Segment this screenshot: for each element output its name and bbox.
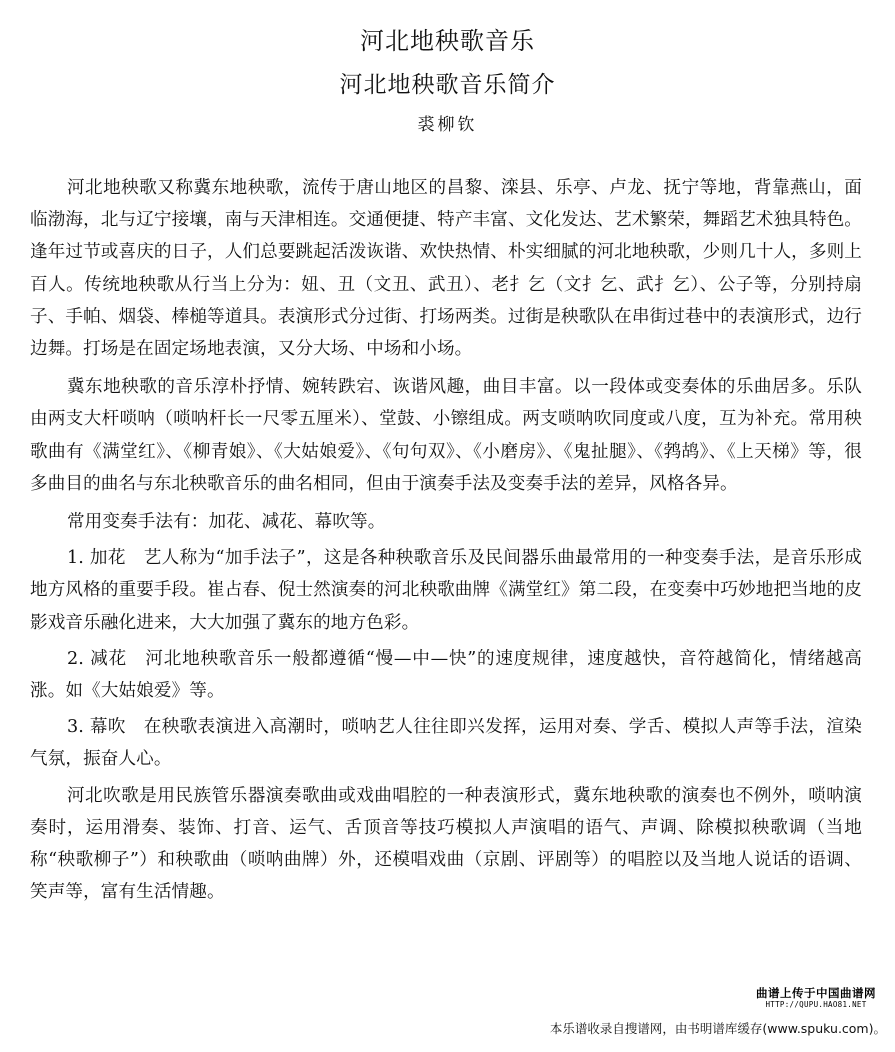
- paragraph-muchui: 3. 幕吹 在秧歌表演进入高潮时，唢呐艺人往往即兴发挥，运用对奏、学舌、模拟人声等手法，渲染气氛，振奋人心。: [30, 717, 862, 770]
- watermark-stamp: [750, 986, 882, 1016]
- paragraph-intro: 河北地秧歌又称冀东地秧歌，流传于唐山地区的昌黎、滦县、乐亭、卢龙、抚宁等地，背靠燕山，面临渤海，北与辽宁接壤，南与天津相连。交通便捷、特产丰富、文化发达、艺术繁荣，舞蹈艺术独具特色。逢年过节或喜庆的日子，人们总要跳起活泼诙谐、欢快热情、朴实细腻的河北地秧歌，少则几十人，多则上百人。传统地秧歌从行当上分为：妞、丑（文丑、武丑）、老扌乞（文扌乞、武扌乞）、公子等，分别持扇子、手帕、烟袋、棒槌等道具。表演形式分过街、打场两类。过街是秧歌队在串街过巷中的表演形式，边行边舞。打场是在固定场地表演，又分大场、中场和小场。: [30, 178, 862, 360]
- page-subtitle: 河北地秧歌音乐简介: [339, 72, 556, 98]
- source-footer: 本乐谱收录自搜谱网，由书明谱库缓存(www.spuku.com)。: [549, 1021, 886, 1036]
- stamp-line-2: HTTP://QUPU.HAO81.NET: [765, 1000, 867, 1009]
- paragraph-jianhua: 2. 减花 河北地秧歌音乐一般都遵循“慢—中—快”的速度规律，速度越快，音符越简化，情绪越高涨。如《大姑娘爱》等。: [30, 648, 862, 702]
- page-title: 河北地秧歌音乐: [360, 27, 535, 55]
- article-body: [30, 172, 862, 908]
- paragraph-techniques: 常用变奏手法有：加花、减花、幕吹等。: [66, 512, 386, 533]
- paragraph-music: 冀东地秧歌的音乐淳朴抒情、婉转跌宕、诙谐风趣，曲目丰富。以一段体或变奏体的乐曲居多。乐队由两支大杆唢呐（唢呐杆长一尺零五厘米）、堂鼓、小镲组成。两支唢呐吹同度或八度，互为补充。常用秧歌曲有《满堂红》、《柳青娘》、《大姑娘爱》、《句句双》、《小磨房》、《鬼扯腿》、《鹁鸪》、《上天梯》等，很多曲目的曲名与东北秧歌音乐的曲名相同，但由于演奏手法及变奏手法的差异，风格各异。: [30, 377, 862, 494]
- paragraph-jiahua: 1. 加花 艺人称为“加手法子”，这是各种秧歌音乐及民间器乐曲最常用的一种变奏手法，是音乐形成地方风格的重要手段。崔占春、倪士然演奏的河北秧歌曲牌《满堂红》第二段，在变奏中巧妙地把当地的皮影戏音乐融化进来，大大加强了冀东的地方色彩。: [30, 548, 862, 633]
- stamp-line-1: 曲谱上传于中国曲谱网: [756, 986, 876, 1000]
- author-name: 裘柳钦: [417, 115, 478, 135]
- paragraph-chuige: 河北吹歌是用民族管乐器演奏歌曲或戏曲唱腔的一种表演形式，冀东地秧歌的演奏也不例外，唢呐演奏时，运用滑奏、装饰、打音、运气、舌顶音等技巧模拟人声演唱的语气、声调、除模拟秧歌调（当地称“秧歌柳子”）和秧歌曲（唢呐曲牌）外，还模唱戏曲（京剧、评剧等）的唱腔以及当地人说话的语调、笑声等，富有生活情趣。: [30, 785, 862, 903]
